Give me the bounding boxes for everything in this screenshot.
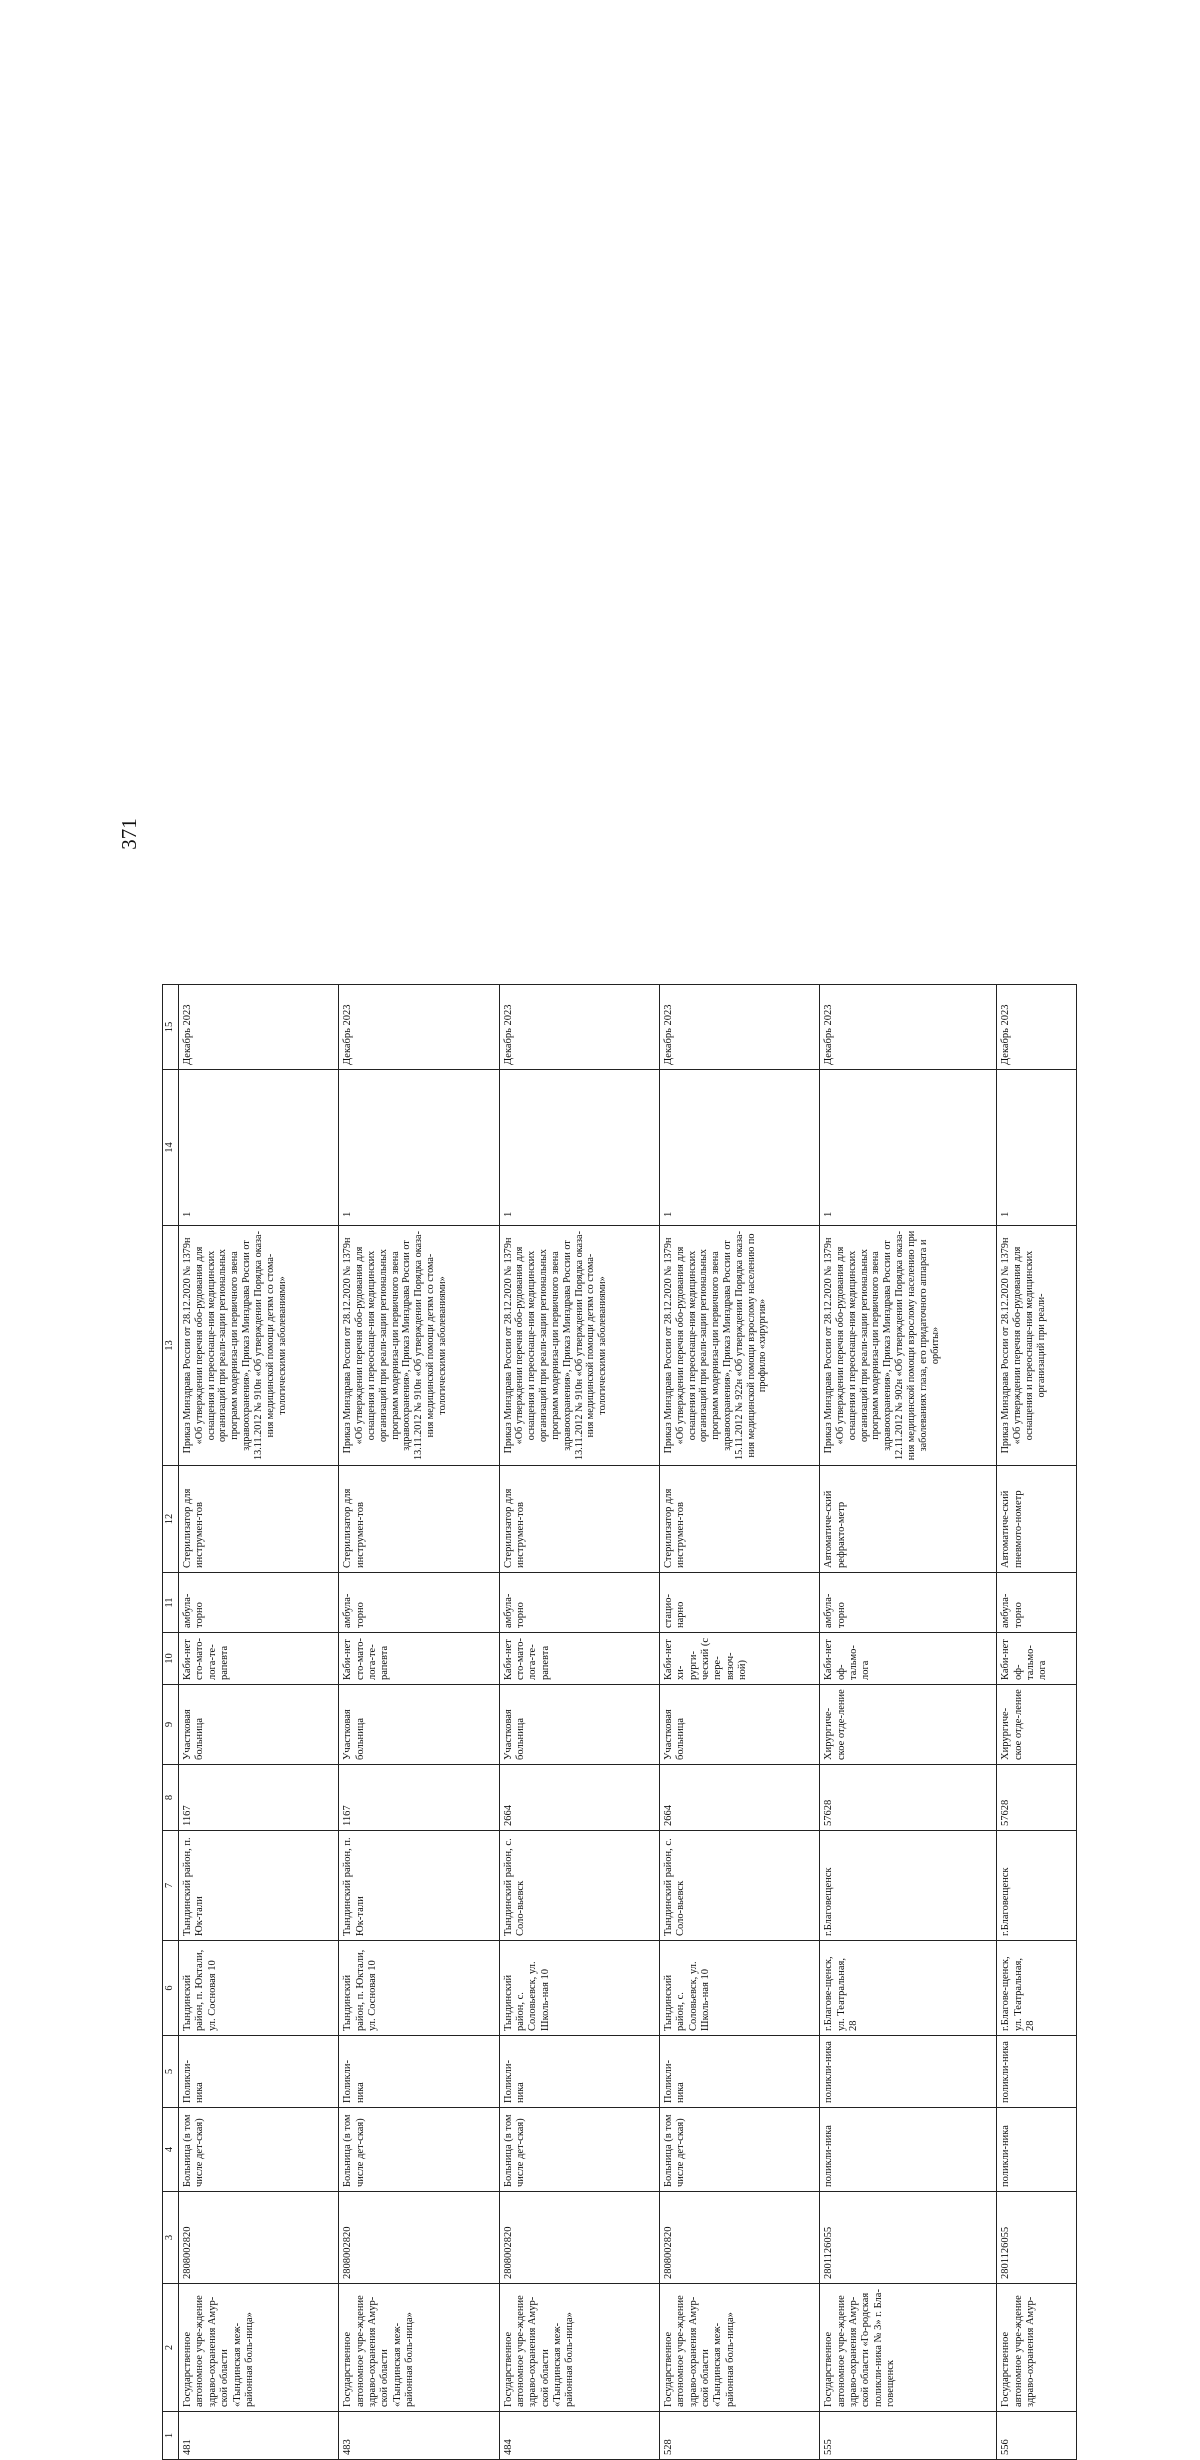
organization-type: Больница (в том числе дет-ская) — [659, 2108, 819, 2192]
population: 1167 — [339, 1765, 499, 1831]
care-mode: стацио-нарно — [659, 1573, 819, 1633]
cabinet: Каби-нет хи-рурги-ческий (с пере-вязоч-ной) — [659, 1633, 819, 1685]
equipment-table — [162, 984, 1077, 2460]
rotated-table-sheet — [162, 985, 1077, 2460]
quantity: 1 — [339, 1070, 499, 1226]
organization-name: Государственное автономное учре-ждение здраво-охранения Амур-ской области «Тындинская меж-районная боль-ница» — [339, 2284, 499, 2412]
organization-name: Государственное автономное учре-ждение здраво-охранения Амур-ской области «Тындинская меж-районная боль-ница» — [179, 2284, 339, 2412]
row-number: 483 — [339, 2412, 499, 2460]
row-number: 556 — [997, 2412, 1077, 2460]
column-number: 8 — [163, 1765, 179, 1831]
column-number: 2 — [163, 2284, 179, 2412]
population: 2664 — [499, 1765, 659, 1831]
quantity: 1 — [499, 1070, 659, 1226]
inn: 2801126055 — [820, 2192, 997, 2284]
population: 2664 — [659, 1765, 819, 1831]
column-number: 13 — [163, 1226, 179, 1466]
regulation: Приказ Минздрава России от 28.12.2020 № 1379н «Об утверждении перечня обо-рудования для оснащения и переоснаще-ния медицинских организаций при реали-зации региональных программ модерниза-ции первичного звена здравоохранения», Приказ Минздрава России от 15.11.2012 № 922н «Об утверждении Порядка оказа-ния медицинской помощи взрослому населению по профилю «хирургия» — [659, 1226, 819, 1466]
population: 57628 — [997, 1765, 1077, 1831]
delivery-date: Декабрь 2023 — [997, 985, 1077, 1070]
inn: 2801126055 — [997, 2192, 1077, 2284]
address: Тындинский район, п. Юктали, ул. Сосновая 10 — [179, 1941, 339, 2036]
column-number: 3 — [163, 2192, 179, 2284]
equipment-name: Стерилизатор для инструмен-тов — [339, 1466, 499, 1573]
row-number: 481 — [179, 2412, 339, 2460]
unit-type: поликли-ника — [820, 2036, 997, 2108]
inn: 2808002820 — [499, 2192, 659, 2284]
delivery-date: Декабрь 2023 — [179, 985, 339, 1070]
column-number: 15 — [163, 985, 179, 1070]
organization-type: поликли-ника — [820, 2108, 997, 2192]
department: Участковая больница — [339, 1685, 499, 1765]
table-row — [659, 985, 819, 2460]
quantity: 1 — [179, 1070, 339, 1226]
organization-type: поликли-ника — [997, 2108, 1077, 2192]
row-number: 555 — [820, 2412, 997, 2460]
row-number: 484 — [499, 2412, 659, 2460]
cabinet: Каби-нет сто-мато-лога-те-рапевта — [499, 1633, 659, 1685]
address: г.Благове-щенск, ул. Театральная, 28 — [997, 1941, 1077, 2036]
department: Хирургиче-ское отде-ление — [820, 1685, 997, 1765]
unit-type: Поликли-ника — [659, 2036, 819, 2108]
column-number: 6 — [163, 1941, 179, 2036]
department: Хирургиче-ское отде-ление — [997, 1685, 1077, 1765]
care-mode: амбула-торно — [997, 1573, 1077, 1633]
unit-type: Поликли-ника — [339, 2036, 499, 2108]
organization-type: Больница (в том числе дет-ская) — [179, 2108, 339, 2192]
page-number: 371 — [117, 818, 141, 850]
address: г.Благове-щенск, ул. Театральная, 28 — [820, 1941, 997, 2036]
column-number-row — [163, 985, 179, 2460]
department: Участковая больница — [499, 1685, 659, 1765]
column-number: 9 — [163, 1685, 179, 1765]
unit-type: поликли-ника — [997, 2036, 1077, 2108]
population: 57628 — [820, 1765, 997, 1831]
organization-type: Больница (в том числе дет-ская) — [499, 2108, 659, 2192]
table-row — [820, 985, 997, 2460]
delivery-date: Декабрь 2023 — [659, 985, 819, 1070]
care-mode: амбула-торно — [179, 1573, 339, 1633]
organization-type: Больница (в том числе дет-ская) — [339, 2108, 499, 2192]
column-number: 10 — [163, 1633, 179, 1685]
column-number: 14 — [163, 1070, 179, 1226]
settlement: г.Благовещенск — [820, 1831, 997, 1941]
equipment-name: Стерилизатор для инструмен-тов — [499, 1466, 659, 1573]
quantity: 1 — [659, 1070, 819, 1226]
care-mode: амбула-торно — [820, 1573, 997, 1633]
delivery-date: Декабрь 2023 — [339, 985, 499, 1070]
table-row — [499, 985, 659, 2460]
address: Тындинский район, п. Юктали, ул. Сосновая 10 — [339, 1941, 499, 2036]
unit-type: Поликли-ника — [179, 2036, 339, 2108]
table-row — [339, 985, 499, 2460]
inn: 2808002820 — [179, 2192, 339, 2284]
inn: 2808002820 — [339, 2192, 499, 2284]
quantity: 1 — [997, 1070, 1077, 1226]
settlement: Тындинский район, п. Юк-тали — [179, 1831, 339, 1941]
settlement: г.Благовещенск — [997, 1831, 1077, 1941]
delivery-date: Декабрь 2023 — [820, 985, 997, 1070]
cabinet: Каби-нет сто-мато-лога-те-рапевта — [339, 1633, 499, 1685]
equipment-name: Стерилизатор для инструмен-тов — [179, 1466, 339, 1573]
inn: 2808002820 — [659, 2192, 819, 2284]
regulation: Приказ Минздрава России от 28.12.2020 № 1379н «Об утверждении перечня обо-рудования для оснащения и переоснаще-ния медицинских организаций при реали-зации региональных программ модерниза-ции первичного звена здравоохранения», Приказ Минздрава России от 13.11.2012 № 910н «Об утверждении Порядка оказа-ния медицинской помощи детям со стома-тологическими заболеваниями» — [179, 1226, 339, 1466]
column-number: 7 — [163, 1831, 179, 1941]
regulation: Приказ Минздрава России от 28.12.2020 № 1379н «Об утверждении перечня обо-рудования для оснащения и переоснаще-ния медицинских организаций при реали-зации региональных программ модерниза-ции первичного звена здравоохранения», Приказ Минздрава России от 12.11.2012 № 902н «Об утверждении Порядка оказа-ния медицинской помощи взрослому населению при заболеваниях глаза, его придаточного аппарата и орбиты» — [820, 1226, 997, 1466]
table-row — [997, 985, 1077, 2460]
unit-type: Поликли-ника — [499, 2036, 659, 2108]
regulation: Приказ Минздрава России от 28.12.2020 № 1379н «Об утверждении перечня обо-рудования для оснащения и переоснаще-ния медицинских организаций при реали-зации региональных программ модерниза-ции первичного звена здравоохранения», Приказ Минздрава России от 13.11.2012 № 910н «Об утверждении Порядка оказа-ния медицинской помощи детям со стома-тологическими заболеваниями» — [339, 1226, 499, 1466]
settlement: Тындинский район, с. Соло-вьевск — [659, 1831, 819, 1941]
column-number: 5 — [163, 2036, 179, 2108]
department: Участковая больница — [179, 1685, 339, 1765]
equipment-name: Автоматиче-ский пневмото-нометр — [997, 1466, 1077, 1573]
organization-name: Государственное автономное учре-ждение здраво-охранения Амур- — [997, 2284, 1077, 2412]
delivery-date: Декабрь 2023 — [499, 985, 659, 1070]
row-number: 528 — [659, 2412, 819, 2460]
organization-name: Государственное автономное учре-ждение здраво-охранения Амур-ской области «Го-родская поликли-ника № 3» г. Бла-говещенск — [820, 2284, 997, 2412]
column-number: 1 — [163, 2412, 179, 2460]
population: 1167 — [179, 1765, 339, 1831]
table-row — [179, 985, 339, 2460]
equipment-name: Стерилизатор для инструмен-тов — [659, 1466, 819, 1573]
address: Тындинский район, с. Соловьевск, ул. Школь-ная 10 — [659, 1941, 819, 2036]
organization-name: Государственное автономное учре-ждение здраво-охранения Амур-ской области «Тындинская меж-районная боль-ница» — [659, 2284, 819, 2412]
address: Тындинский район, с. Соловьевск, ул. Школь-ная 10 — [499, 1941, 659, 2036]
cabinet: Каби-нет оф-тальмо-лога — [997, 1633, 1077, 1685]
regulation: Приказ Минздрава России от 28.12.2020 № 1379н «Об утверждении перечня обо-рудования для оснащения и переоснаще-ния медицинских организаций при реали- — [997, 1226, 1077, 1466]
care-mode: амбула-торно — [499, 1573, 659, 1633]
column-number: 11 — [163, 1573, 179, 1633]
equipment-name: Автоматиче-ский рефракто-метр — [820, 1466, 997, 1573]
cabinet: Каби-нет оф-тальмо-лога — [820, 1633, 997, 1685]
cabinet: Каби-нет сто-мато-лога-те-рапевта — [179, 1633, 339, 1685]
settlement: Тындинский район, п. Юк-тали — [339, 1831, 499, 1941]
organization-name: Государственное автономное учре-ждение здраво-охранения Амур-ской области «Тындинская меж-районная боль-ница» — [499, 2284, 659, 2412]
department: Участковая больница — [659, 1685, 819, 1765]
settlement: Тындинский район, с. Соло-вьевск — [499, 1831, 659, 1941]
regulation: Приказ Минздрава России от 28.12.2020 № 1379н «Об утверждении перечня обо-рудования для оснащения и переоснаще-ния медицинских организаций при реали-зации региональных программ модерниза-ции первичного звена здравоохранения», Приказ Минздрава России от 13.11.2012 № 910н «Об утверждении Порядка оказа-ния медицинской помощи детям со стома-тологическими заболеваниями» — [499, 1226, 659, 1466]
quantity: 1 — [820, 1070, 997, 1226]
column-number: 4 — [163, 2108, 179, 2192]
column-number: 12 — [163, 1466, 179, 1573]
care-mode: амбула-торно — [339, 1573, 499, 1633]
